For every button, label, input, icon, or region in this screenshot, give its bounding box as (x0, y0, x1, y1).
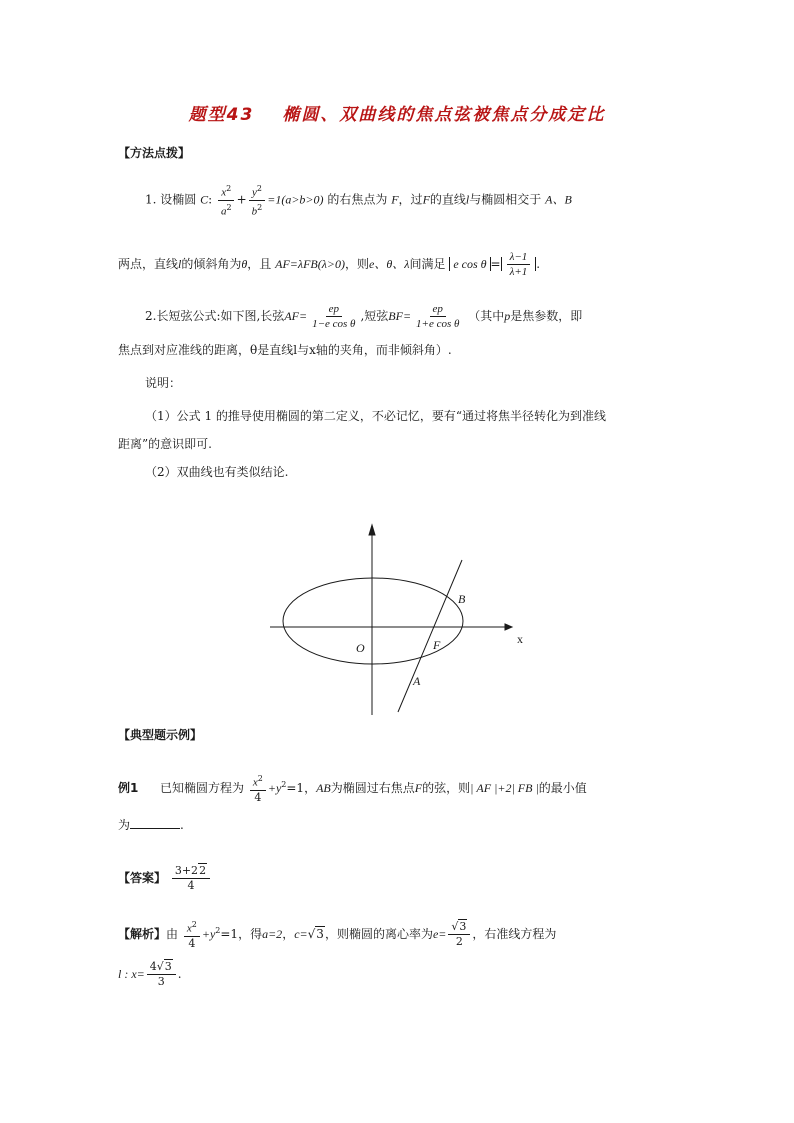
note-1-line2: 距离”的意识即可. (118, 437, 212, 451)
solution-label: 【解析】 (118, 926, 167, 941)
fraction-y2-b2: $\frac{y^2}{b^2}$ (249, 182, 266, 218)
title-tag: 题型43 (188, 105, 255, 125)
example1-line1: 例1 已知椭圆方程为 $\frac{x^2}{4}$ $+y^2=1$，AB为椭圆过右焦点F的弦，则| AF |+2| FB |的最小值 (118, 774, 587, 804)
abs-ecos: e cos θ (449, 257, 490, 271)
example1-label: 例1 (118, 780, 139, 795)
fraction-long-chord: $\frac{ep}{\text{1−e cos θ}}$ (312, 303, 356, 330)
answer-blank (130, 828, 180, 829)
focal-chord-line (398, 560, 462, 712)
solution-line2: l : x= $\frac{4√3}{3}$ . (118, 960, 182, 988)
page-title (0, 100, 794, 125)
label-x: x (517, 632, 523, 646)
example1-line2: 为 . (118, 818, 184, 832)
solution-line1: 【解析】由 $\frac{x^2}{4}$ $+y^2=1$，得a=2，c=√3，则椭圆的离心率为e= $\frac{√3}{2}$ ，右准线方程为 (118, 919, 557, 950)
vector-relation: AF=λFB(λ>0) (275, 257, 346, 271)
label-A: A (413, 674, 421, 688)
label-O: O (356, 641, 365, 655)
y-axis-arrow (369, 525, 375, 535)
label-F: F (433, 638, 441, 652)
method-p1-line2: 两点，直线l的倾斜角为θ，且 AF=λFB(λ>0)，则e、θ、λ间满足 e cos θ = $\frac{\lambda-1}{\lambda+1}$ . (118, 251, 541, 278)
label-B: B (458, 592, 466, 606)
note-label: 说明： (145, 376, 182, 390)
note-1-line1: （1）公式 1 的推导使用椭圆的第二定义，不必记忆，要有“通过将焦半径转化为到准线 (145, 409, 607, 423)
title-text: 椭圆、双曲线的焦点弦被焦点分成定比 (282, 105, 606, 125)
fraction-short-chord: $\frac{ep}{\text{1+e cos θ}}$ (416, 303, 460, 330)
abs-ratio: $\frac{\lambda-1}{\lambda+1}$ (501, 257, 537, 271)
note-2: （2）双曲线也有类似结论. (145, 465, 289, 479)
fraction-x2-a2: $\frac{x^2}{a^2}$ (218, 182, 235, 218)
method-p2-line1: 2.长短弦公式:如下图,长弦AF= $\frac{ep}{\text{1−e cos θ}}$ ,短弦BF= $\frac{ep}{\text{1+e cos θ}}$ （其中p是焦参数，即 (145, 303, 583, 330)
answer-fraction: $\frac{3+22}{4}$ (172, 864, 210, 893)
ellipse-figure (260, 515, 550, 720)
examples-heading: 【典型题示例】 (118, 728, 203, 742)
answer-label: 【答案】 (118, 871, 167, 885)
method-p1-line1: 1. 设椭圆 C: $\frac{x^2}{a^2}$ + $\frac{y^2}{b^2}$ =1(a>b>0) 的右焦点为 F，过F的直线l与椭圆相交于 A、B (145, 184, 572, 218)
answer-line (118, 864, 212, 893)
method-heading: 【方法点拨】 (118, 146, 191, 160)
x-axis-arrow (505, 624, 512, 630)
method-p2-line2: 焦点到对应准线的距离，θ是直线l与x轴的夹角，而非倾斜角）. (118, 343, 452, 357)
